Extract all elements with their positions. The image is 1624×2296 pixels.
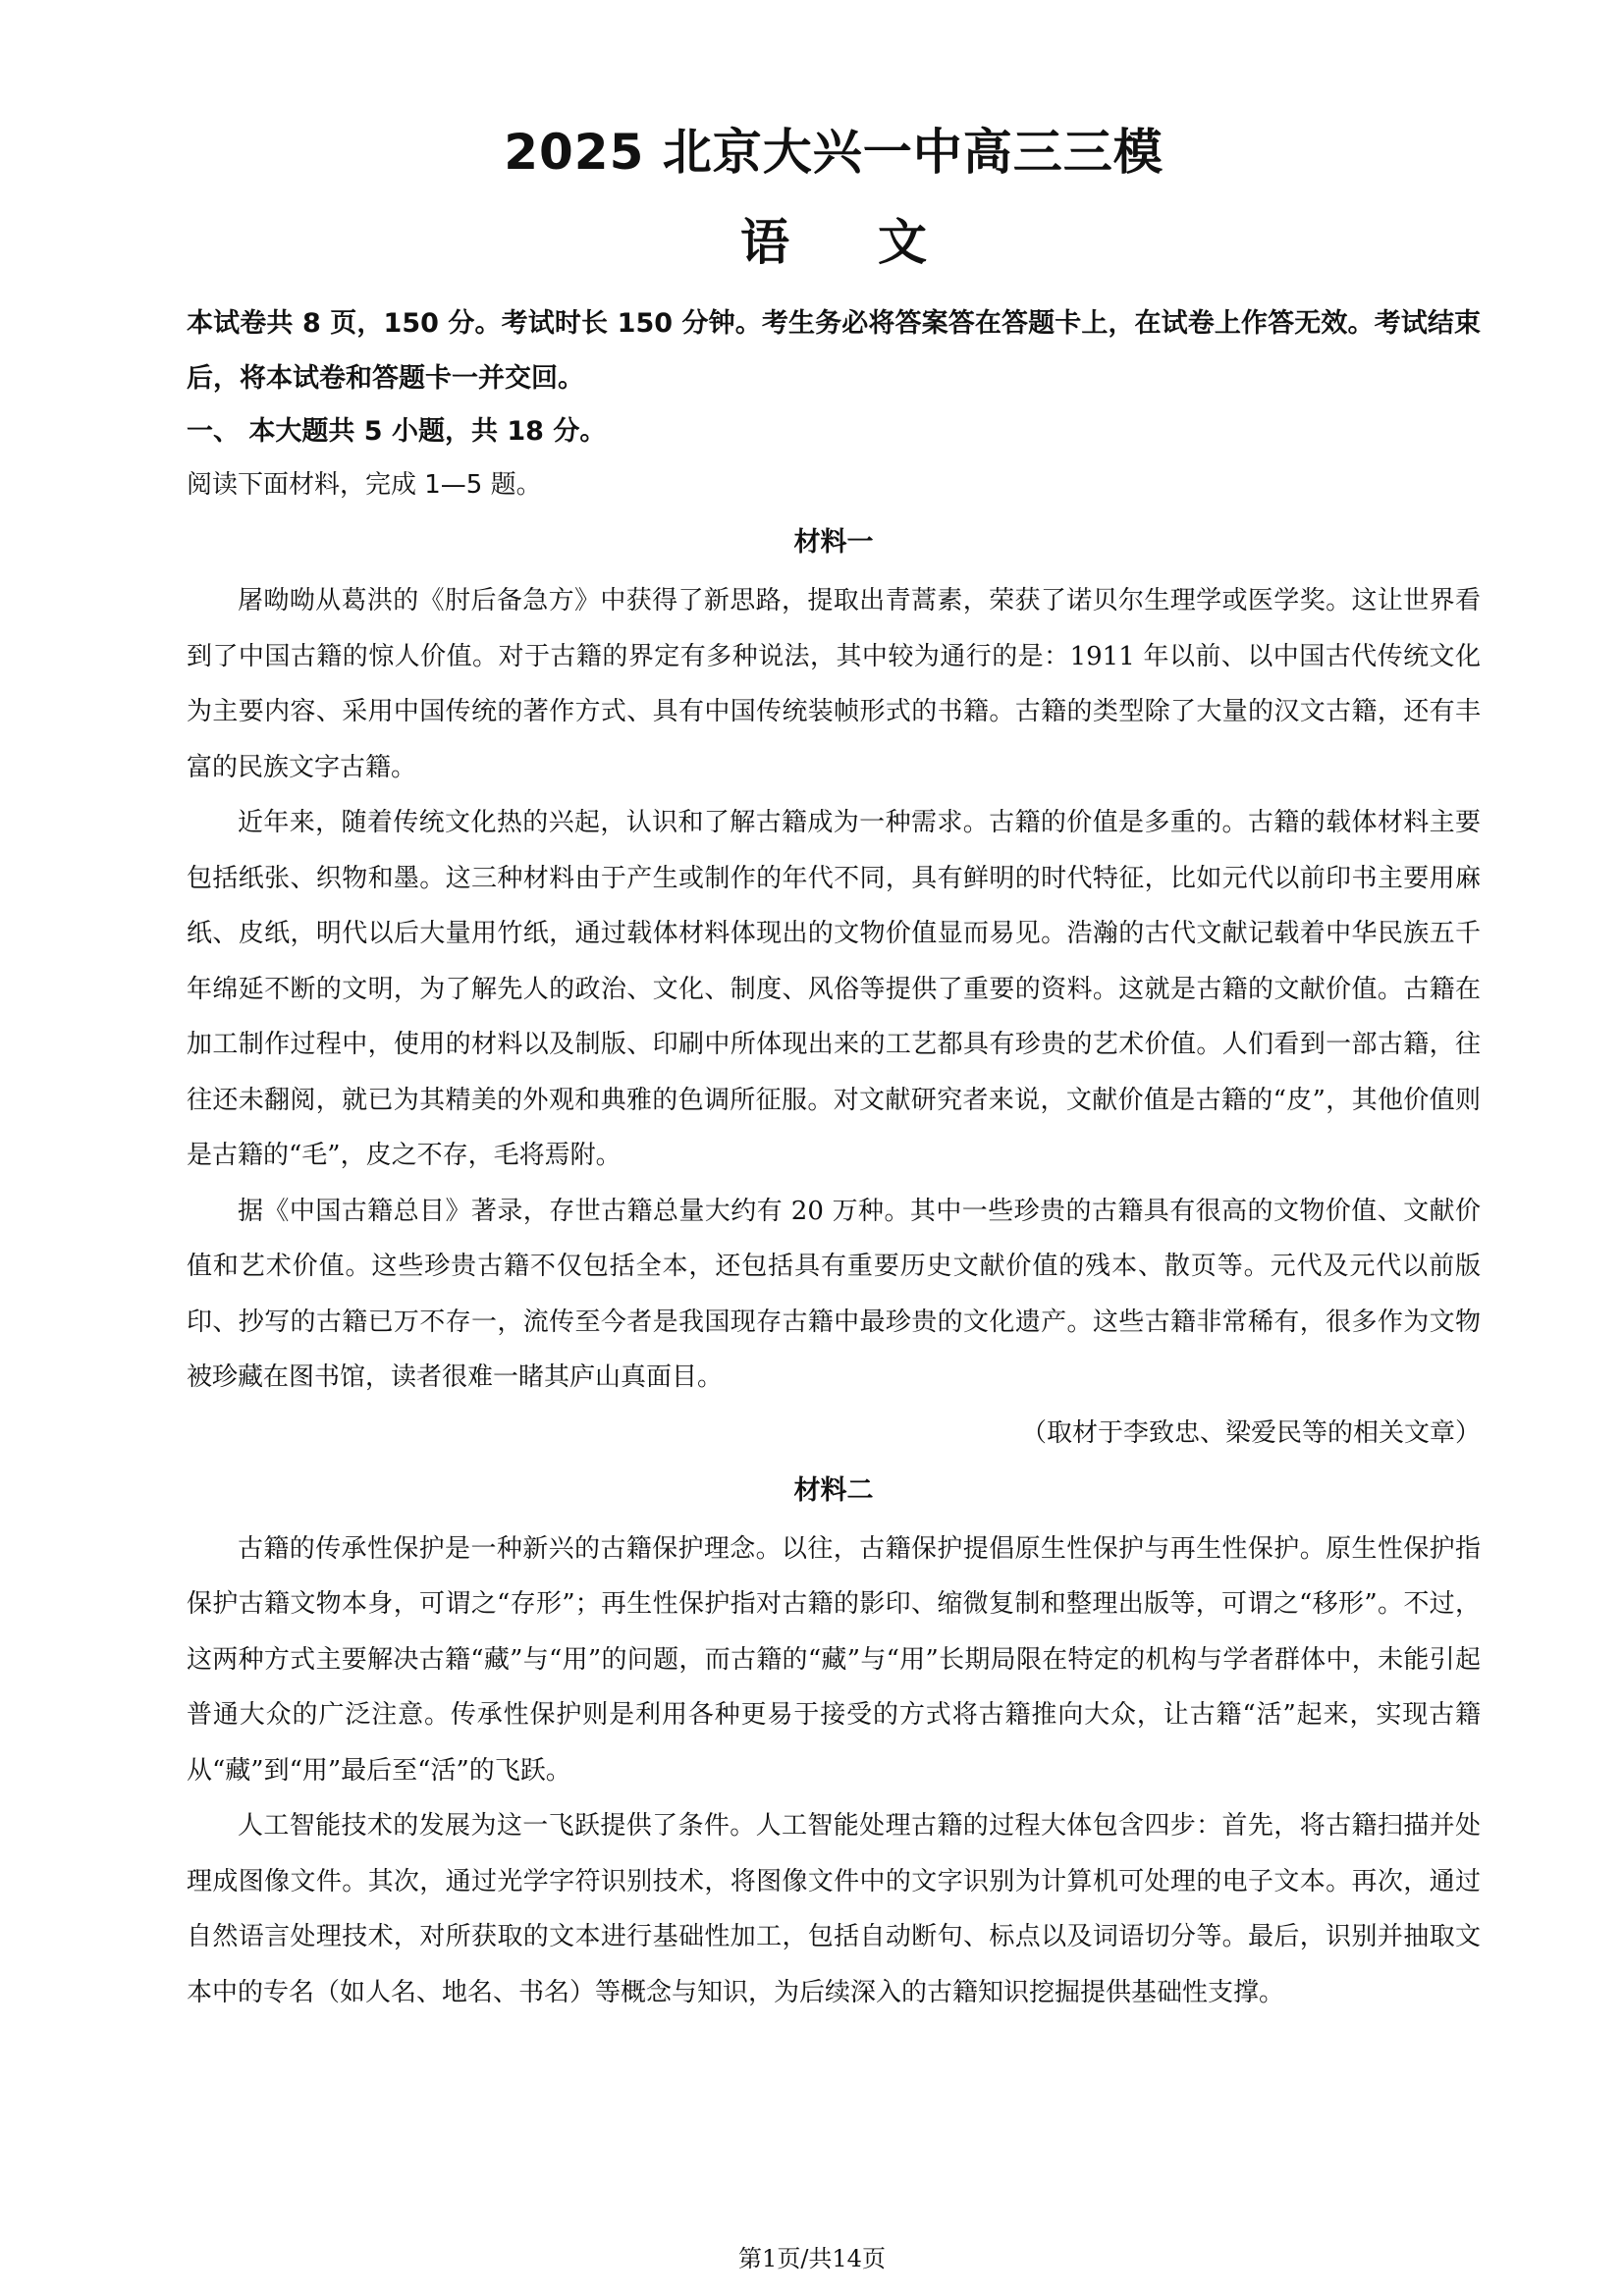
exam-instructions: 本试卷共 8 页，150 分。考试时长 150 分钟。考生务必将答案答在答题卡上，在试卷上作答无效。考试结束后，将本试卷和答题卡一并交回。 bbox=[187, 308, 1481, 394]
page-content bbox=[187, 118, 1481, 2020]
material-two-paragraph: 人工智能技术的发展为这一飞跃提供了条件。人工智能处理古籍的过程大体包含四步：首先，将古籍扫描并处理成图像文件。其次，通过光学字符识别技术，将图像文件中的文字识别为计算机可处理的电子文本。再次，通过自然语言处理技术，对所获取的文本进行基础性加工，包括自动断句、标点以及词语切分等。最后，识别并抽取文本中的专名（如人名、地名、书名）等概念与知识，为后续深入的古籍知识挖掘提供基础性支撑。 bbox=[187, 1811, 1481, 2007]
material-one-title: 材料一 bbox=[793, 527, 874, 558]
material-two-paragraph: 古籍的传承性保护是一种新兴的古籍保护理念。以往，古籍保护提倡原生性保护与再生性保护。原生性保护指保护古籍文物本身，可谓之“存形”；再生性保护指对古籍的影印、缩微复制和整理出版等，可谓之“移形”。不过，这两种方式主要解决古籍“藏”与“用”的问题，而古籍的“藏”与“用”长期局限在特定的机构与学者群体中，未能引起普通大众的广泛注意。传承性保护则是利用各种更易于接受的方式将古籍推向大众，让古籍“活”起来，实现古籍从“藏”到“用”最后至“活”的飞跃。 bbox=[187, 1533, 1481, 1786]
exam-title: 2025 北京大兴一中高三三模 bbox=[504, 124, 1164, 181]
material-one-paragraph: 近年来，随着传统文化热的兴起，认识和了解古籍成为一种需求。古籍的价值是多重的。古籍的载体材料主要包括纸张、织物和墨。这三种材料由于产生或制作的年代不同，具有鲜明的时代特征，比如元代以前印书主要用麻纸、皮纸，明代以后大量用竹纸，通过载体材料体现出的文物价值显而易见。浩瀚的古代文献记载着中华民族五千年绵延不断的文明，为了解先人的政治、文化、制度、风俗等提供了重要的资料。这就是古籍的文献价值。古籍在加工制作过程中，使用的材料以及制版、印刷中所体现出来的工艺都具有珍贵的艺术价值。人们看到一部古籍，往往还未翻阅，就已为其精美的外观和典雅的色调所征服。对文献研究者来说，文献价值是古籍的“皮”，其他价值则是古籍的“毛”，皮之不存，毛将焉附。 bbox=[187, 808, 1481, 1170]
material-two-title: 材料二 bbox=[793, 1474, 874, 1506]
subject-title: 语文 bbox=[740, 214, 1015, 271]
material-one-paragraph: 据《中国古籍总目》著录，存世古籍总量大约有 20 万种。其中一些珍贵的古籍具有很高的文物价值、文献价值和艺术价值。这些珍贵古籍不仅包括全本，还包括具有重要历史文献价值的残本、散页等。元代及元代以前版印、抄写的古籍已万不存一，流传至今者是我国现存古籍中最珍贵的文化遗产。这些古籍非常稀有，很多作为文物被珍藏在图书馆，读者很难一睹其庐山真面目。 bbox=[187, 1196, 1481, 1392]
section-heading: 一、 本大题共 5 小题，共 18 分。 bbox=[187, 416, 607, 447]
material-one-paragraph: 屠呦呦从葛洪的《肘后备急方》中获得了新思路，提取出青蒿素，荣获了诺贝尔生理学或医学奖。这让世界看到了中国古籍的惊人价值。对于古籍的界定有多种说法，其中较为通行的是：1911 年以前、以中国古代传统文化为主要内容、采用中国传统的著作方式、具有中国传统装帧形式的书籍。古籍的类型除了大量的汉文古籍，还有丰富的民族文字古籍。 bbox=[187, 586, 1481, 782]
material-one-source: （取材于李致忠、梁爱民等的相关文章） bbox=[1020, 1417, 1481, 1448]
page-number: 第1页/共14页 bbox=[738, 2245, 886, 2272]
reading-instruction: 阅读下面材料，完成 1—5 题。 bbox=[187, 470, 542, 500]
